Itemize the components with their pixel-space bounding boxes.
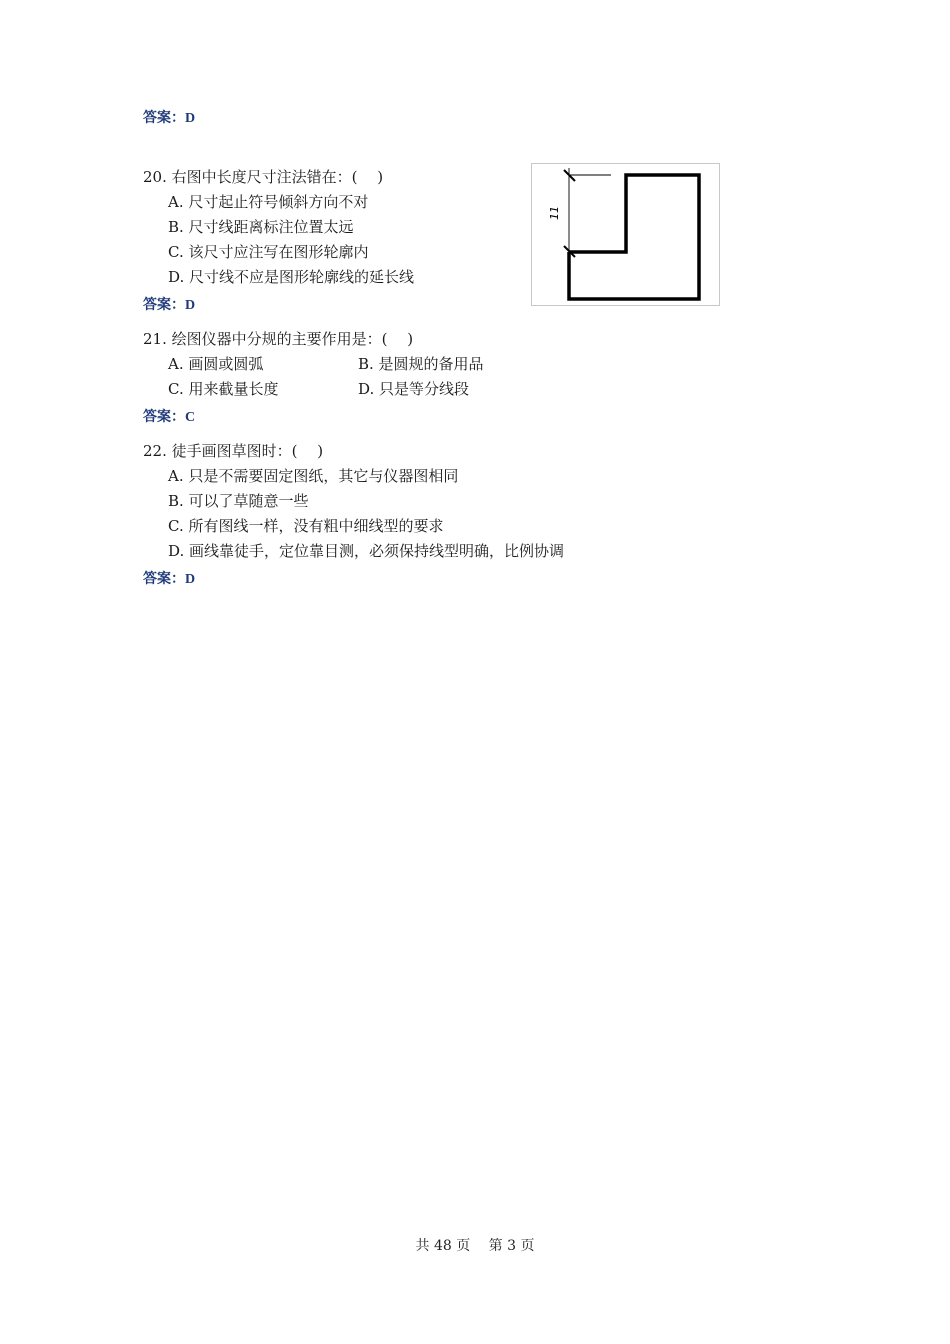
question-22-option-a: A. 只是不需要固定图纸，其它与仪器图相同: [168, 467, 459, 485]
question-20-answer: 答案：D: [143, 298, 196, 313]
question-20-option-d: D. 尺寸线不应是图形轮廓线的延长线: [168, 268, 415, 286]
question-20-option-b: B. 尺寸线距离标注位置太远: [168, 218, 354, 236]
tick-mark-top: [564, 170, 575, 181]
answer-prev: 答案：D: [143, 111, 196, 126]
question-21-option-a: A. 画圆或圆弧: [168, 355, 264, 373]
dimension-figure-drawing: [532, 164, 719, 305]
dimension-text: 11: [548, 206, 561, 220]
question-21-stem: 21. 绘图仪器中分规的主要作用是：( ): [143, 330, 414, 348]
question-21-option-c: C. 用来截量长度: [168, 380, 279, 398]
question-20-option-c: C. 该尺寸应注写在图形轮廓内: [168, 243, 369, 261]
question-22-stem: 22. 徒手画图草图时：( ): [143, 442, 324, 460]
question-22-answer: 答案：D: [143, 572, 196, 587]
dimension-figure: [531, 163, 720, 306]
question-22-option-d: D. 画线靠徒手，定位靠目测，必须保持线型明确，比例协调: [168, 542, 565, 560]
question-21-option-b: B. 是圆规的备用品: [358, 355, 484, 373]
question-21-option-d: D. 只是等分线段: [358, 380, 470, 398]
question-20-stem: 20. 右图中长度尺寸注法错在：( ): [143, 168, 384, 186]
page-footer: 共 48 页 第 3 页: [415, 1238, 535, 1254]
question-21-answer: 答案：C: [143, 410, 196, 425]
outline-shape: [569, 175, 699, 299]
question-22-option-c: C. 所有图线一样，没有粗中细线型的要求: [168, 517, 444, 535]
question-20-option-a: A. 尺寸起止符号倾斜方向不对: [168, 193, 369, 211]
question-22-option-b: B. 可以了草随意一些: [168, 492, 309, 510]
